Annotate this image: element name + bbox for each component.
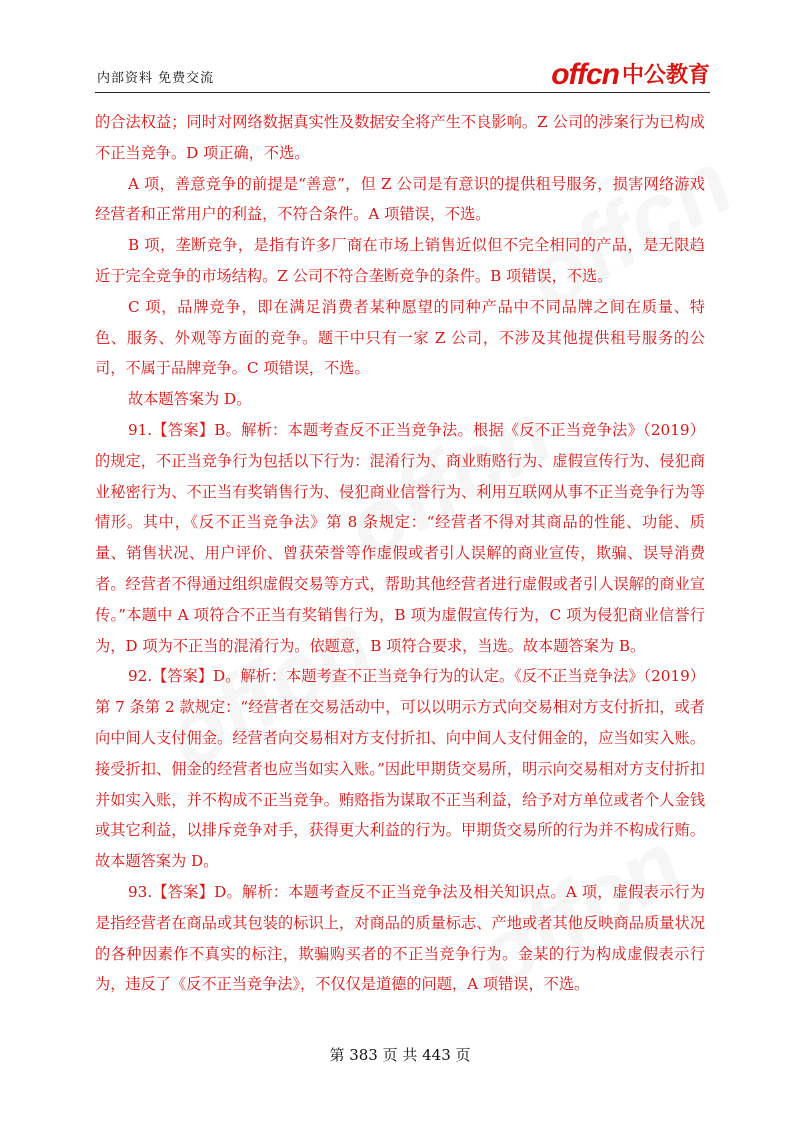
paragraph: 91.【答案】B。解析：本题考查反不正当竞争法。根据《反不正当竞争法》（2019）的规定，不正当竞争行为包括以下行为：混淆行为、商业贿赂行为、虚假宣传行为、侵犯商业秘密行为、不正当有奖销售行为、侵犯商业信誉行为、利用互联网从事不正当竞争行为等情形。其中，《反不正当竞争法》第 8 条规定：“经营者不得对其商品的性能、功能、质量、销售状况、用户评价、曾获荣誉等作虚假或者引人误解的商业宣传，欺骗、误导消费者。经营者不得通过组织虚假交易等方式，帮助其他经营者进行虚假或者引人误解的商业宣传。”本题中 A 项符合不正当有奖销售行为，B 项为虚假宣传行为，C 项为侵犯商业信誉行为，D 项为不正当的混淆行为。依题意，B 项符合要求，当选。故本题答案为 B。 — [95, 420, 705, 655]
paragraph: A 项，善意竞争的前提是“善意”，但 Z 公司是有意识的提供租号服务，损害网络游戏经营者和正常用户的利益，不符合条件。A 项错误，不选。 — [95, 174, 705, 224]
header-left-text: 内部资料 免费交流 — [97, 71, 215, 86]
brand-logo — [551, 60, 710, 90]
brand-logo-cn: 中公教育 — [621, 63, 710, 88]
paragraph: 的合法权益；同时对网络数据真实性及数据安全将产生不良影响。Z 公司的涉案行为已构成不正当竞争。D 项正确，不选。 — [95, 113, 705, 162]
document-body — [95, 107, 705, 1000]
paragraph: 93.【答案】D。解析：本题考查反不正当竞争法及相关知识点。A 项，虚假表示行为是指经营者在商品或其包装的标识上，对商品的质量标志、产地或者其他反映商品质量状况的各种因素作不真实的标注，欺骗购买者的不正当竞争行为。金某的行为构成虚假表示行为，违反了《反不正当竞争法》，不仅仅是道德的问题，A 项错误，不选。 — [95, 882, 705, 994]
brand-logo-latin: offcn — [551, 58, 619, 91]
page-header — [95, 58, 710, 92]
paragraph: 92.【答案】D。解析：本题考查不正当竞争行为的认定。《反不正当竞争法》（2019）第 7 条第 2 款规定：“经营者在交易活动中，可以以明示方式向交易相对方支付折扣，或者向中间人支付佣金。经营者向交易相对方支付折扣、向中间人支付佣金的，应当如实入账。接受折扣、佣金的经营者也应当如实入账。”因此甲期货交易所，明示向交易相对方支付折扣并如实入账，并不构成不正当竞争。贿赂指为谋取不正当利益，给予对方单位或者个人金钱或其它利益，以排斥竞争对手，获得更大利益的行为。甲期货交易所的行为并不构成行贿。故本题答案为 D。 — [95, 667, 705, 871]
paragraph: C 项，品牌竞争，即在满足消费者某种愿望的同种产品中不同品牌之间在质量、特色、服务、外观等方面的竞争。题干中只有一家 Z 公司，不涉及其他提供租号服务的公司，不属于品牌竞争。C 项错误，不选。 — [95, 297, 705, 378]
page-number: 第 383 页 共 443 页 — [329, 1046, 471, 1064]
paragraph: 故本题答案为 D。 — [128, 390, 252, 409]
paragraph: B 项，垄断竞争，是指有许多厂商在市场上销售近似但不完全相同的产品，是无限趋近于完全竞争的市场结构。Z 公司不符合垄断竞争的条件。B 项错误，不选。 — [95, 236, 705, 285]
header-divider — [95, 92, 710, 93]
